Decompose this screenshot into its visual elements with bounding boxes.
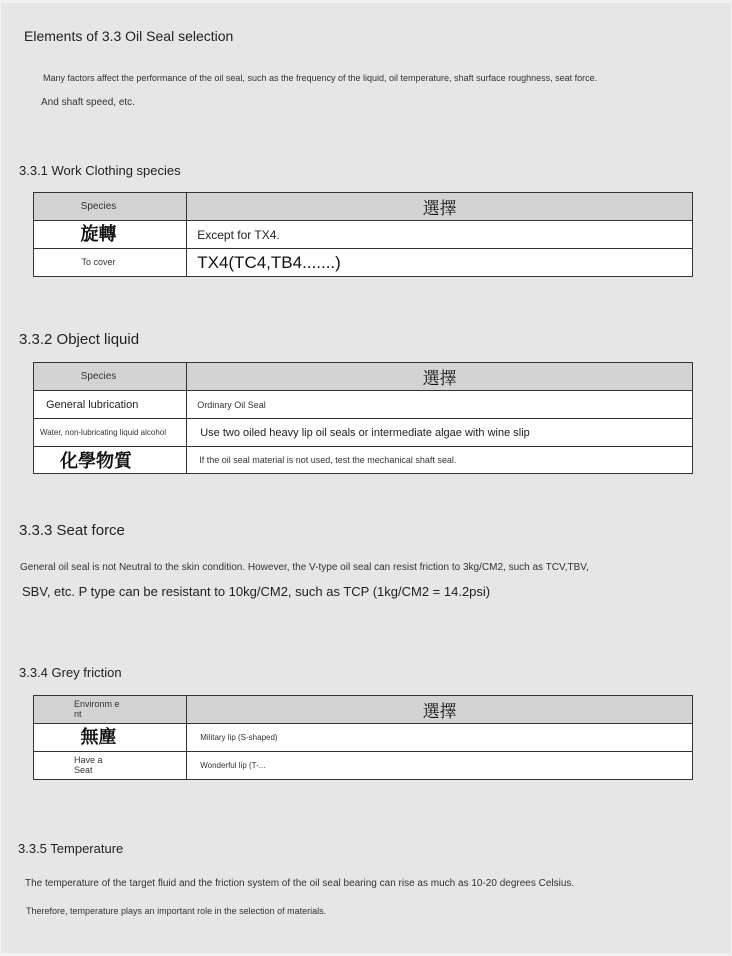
intro-line-1: Many factors affect the performance of the oil seal, such as the frequency of the liquid, oil temperature, shaft surface roughness, seat force. [43,73,598,83]
table-row [34,221,693,249]
document-page [1,3,731,953]
table-row [34,419,693,447]
intro-line-2: And shaft speed, etc. [41,97,135,108]
table-row [34,724,693,752]
section-335-heading: 3.3.5 Temperature [18,841,124,856]
row-value-cell: If the oil seal material is not used, test the mechanical shaft seal. [187,447,693,474]
header-cell-choice: 選擇 [187,696,693,724]
table-header-row [34,363,693,391]
object-liquid-table [33,362,693,474]
table-header-row [34,696,693,724]
row-label-cell: To cover [34,249,187,277]
section-334-heading: 3.3.4 Grey friction [19,665,122,680]
table-row [34,447,693,474]
header-cell-environment: Environm ent [34,696,187,724]
section-333-heading: 3.3.3 Seat force [19,522,125,539]
header-cell-choice: 選擇 [187,193,693,221]
temperature-line-1: The temperature of the target fluid and the friction system of the oil seal bearing can rise as much as 10-20 degrees Celsius. [25,878,575,889]
row-label-cell: 化學物質 [34,447,187,474]
work-species-table [33,192,693,277]
row-label-cell: Water, non-lubricating liquid alcohol [34,419,187,447]
row-value-cell: Except for TX4. [187,221,693,249]
seat-force-line-1: General oil seal is not Neutral to the skin condition. However, the V-type oil seal can resist friction to 3kg/CM2, such as TCV,TBV, [20,562,589,573]
table-header-row [34,193,693,221]
table-row [34,391,693,419]
grey-friction-table [33,695,693,780]
row-label-cell: 無塵 [34,724,187,752]
temperature-line-2: Therefore, temperature plays an important role in the selection of materials. [26,906,327,916]
row-value-cell: Wonderful lip (T-... [187,752,693,780]
section-332-heading: 3.3.2 Object liquid [19,331,140,348]
row-value-cell: Ordinary Oil Seal [187,391,693,419]
table-row [34,752,693,780]
table-row [34,249,693,277]
row-value-cell: Military lip (S-shaped) [187,724,693,752]
seat-force-line-2: SBV, etc. P type can be resistant to 10kg/CM2, such as TCP (1kg/CM2 = 14.2psi) [22,584,491,599]
header-cell-choice: 選擇 [187,363,693,391]
header-cell-species: Species [34,193,187,221]
section-331-heading: 3.3.1 Work Clothing species [19,163,181,178]
row-label-cell: 旋轉 [34,221,187,249]
page-title: Elements of 3.3 Oil Seal selection [24,28,234,44]
header-cell-species: Species [34,363,187,391]
row-value-cell: TX4(TC4,TB4.......) [187,249,693,277]
row-label-cell: Have a Seat [34,752,187,780]
row-label-cell: General lubrication [34,391,187,419]
row-value-cell: Use two oiled heavy lip oil seals or intermediate algae with wine slip [187,419,693,447]
